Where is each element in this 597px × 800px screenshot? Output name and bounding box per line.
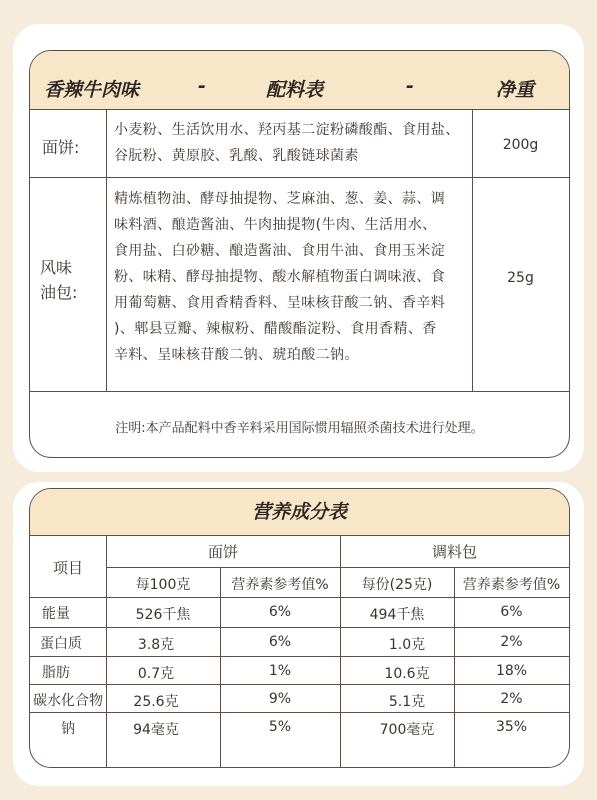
group-seasoning-header: 调料包 (431, 543, 477, 561)
divider (30, 656, 569, 657)
seasoning-value: 1.0克 (388, 637, 426, 653)
flavor-name: 香辣牛肉味 (44, 79, 140, 101)
ingredient-line: 谷朊粉、黄原胶、乳酸、乳酸链球菌素 (114, 148, 359, 164)
nutrient-name: 碳水化合物 (33, 693, 103, 709)
divider (106, 109, 107, 391)
noodle-nrv: 6% (268, 634, 292, 650)
noodle-label: 面饼: (42, 138, 80, 157)
ingredient-line: 味料酒、酿造酱油、牛肉抽提物(牛肉、生活用水、 (114, 217, 437, 233)
seasoning-value: 494千焦 (369, 607, 425, 623)
noodle-value: 25.6克 (133, 694, 179, 710)
sub-header-per100g: 每100克 (135, 577, 191, 593)
noodle-value: 526千焦 (135, 607, 191, 623)
sub-header-nrv: 营养素参考值% (231, 577, 329, 593)
sauce-weight: 25g (507, 270, 534, 286)
ingredients-header (30, 51, 569, 110)
ingredient-line: 粉、味精、酵母抽提物、酸水解植物蛋白调味液、食 (114, 269, 446, 285)
ingredient-line: 精炼植物油、酵母抽提物、芝麻油、葱、姜、蒜、调 (114, 191, 446, 207)
nutrient-name: 能量 (42, 606, 70, 622)
sauce-ingredients (114, 186, 445, 368)
seasoning-nrv: 6% (500, 604, 523, 620)
net-weight-title: 净重 (496, 79, 535, 101)
sauce-label-line1: 风味 (40, 258, 73, 277)
divider (30, 684, 569, 685)
seasoning-value: 10.6克 (384, 666, 430, 682)
ingredient-line: 小麦粉、生活饮用水、羟丙基二淀粉磷酸酯、食用盐、 (114, 122, 460, 138)
noodle-nrv: 9% (268, 691, 292, 707)
group-noodle-header: 面饼 (207, 543, 238, 561)
noodle-nrv: 5% (268, 719, 292, 735)
ingredients-table (29, 50, 570, 458)
noodle-weight: 200g (502, 137, 539, 153)
ingredient-line: )、郫县豆瓣、辣椒粉、醋酸酯淀粉、食用香精、香 (114, 321, 437, 337)
seasoning-value: 5.1克 (388, 694, 426, 710)
ingredient-line: 用葡萄糖、食用香精香料、呈味核苷酸二钠、香辛料 (114, 295, 446, 311)
seasoning-nrv: 35% (495, 719, 528, 735)
noodle-value: 0.7克 (137, 666, 175, 682)
nutrient-name: 蛋白质 (40, 636, 82, 652)
divider (30, 391, 569, 392)
nutrient-name: 脂肪 (42, 665, 70, 681)
seasoning-nrv: 2% (500, 634, 523, 650)
divider (30, 177, 569, 178)
divider (106, 567, 569, 568)
header-dash-2: - (406, 75, 414, 97)
nutrition-title: 营养成分表 (30, 489, 569, 536)
noodle-value: 3.8克 (137, 637, 175, 653)
sauce-label-line2: 油包: (40, 283, 78, 302)
noodle-nrv: 1% (268, 663, 292, 679)
nutrient-name: 钠 (61, 721, 75, 737)
seasoning-nrv: 18% (495, 663, 528, 679)
nutrition-table (29, 488, 570, 768)
noodle-value: 94毫克 (133, 722, 179, 738)
ingredient-line: 食用盐、白砂糖、酿造酱油、食用牛油、食用玉米淀 (114, 243, 446, 259)
sub-header-per-serving: 每份(25克) (361, 577, 433, 593)
item-header: 项目 (52, 559, 83, 577)
seasoning-nrv: 2% (500, 691, 523, 707)
divider (30, 627, 569, 628)
irradiation-note: 注明:本产品配料中香辛料采用国际惯用辐照杀菌技术进行处理。 (115, 421, 484, 436)
ingredient-line: 辛料、呈味核苷酸二钠、琥珀酸二钠。 (114, 347, 359, 363)
noodle-nrv: 6% (268, 604, 292, 620)
ingredients-title: 配料表 (266, 79, 324, 101)
seasoning-value: 700毫克 (379, 722, 435, 738)
header-dash-1: - (198, 75, 206, 97)
noodle-ingredients (114, 117, 460, 169)
divider (30, 597, 569, 598)
divider (30, 712, 569, 713)
sub-header-nrv: 营养素参考值% (462, 577, 561, 593)
